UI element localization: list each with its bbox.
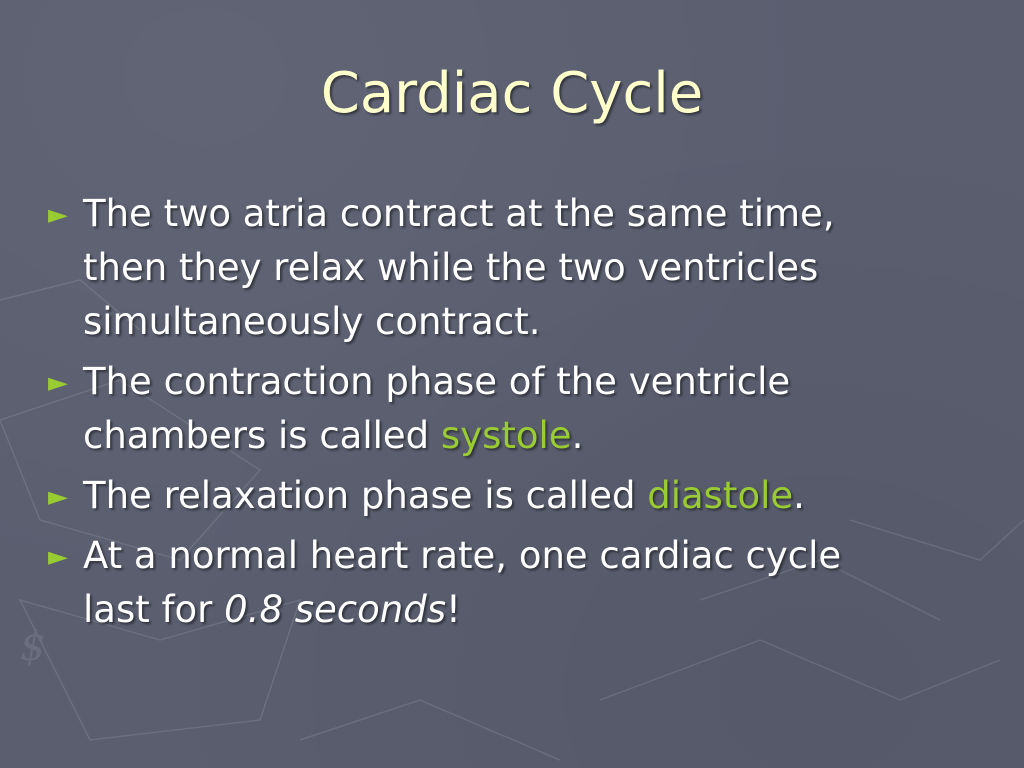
slide-title: Cardiac Cycle bbox=[320, 61, 704, 126]
emphasis-duration: 0.8 seconds bbox=[224, 588, 446, 631]
bullet-text: . bbox=[571, 414, 584, 457]
bullet-item bbox=[46, 469, 946, 523]
bullet-text: At a normal heart rate, one cardiac cycle bbox=[83, 534, 842, 577]
highlight-term-systole: systole bbox=[440, 414, 572, 457]
bullet-text: . bbox=[793, 474, 805, 517]
arrow-bullet-icon: ► bbox=[48, 368, 68, 398]
svg-text:$: $ bbox=[20, 624, 46, 670]
bullet-text: then they relax while the two ventricles bbox=[83, 246, 819, 289]
bullet-text: last for bbox=[83, 588, 225, 631]
bullet-item bbox=[46, 355, 946, 463]
bullet-text: The contraction phase of the ventricle bbox=[83, 360, 791, 403]
bullet-list bbox=[46, 187, 946, 643]
highlight-term-diastole: diastole bbox=[647, 474, 794, 517]
bullet-text: The two atria contract at the same time, bbox=[83, 192, 835, 235]
bullet-item bbox=[46, 187, 946, 349]
arrow-bullet-icon: ► bbox=[48, 200, 68, 230]
bullet-text: chambers is called bbox=[83, 414, 441, 457]
bullet-item bbox=[46, 529, 946, 637]
bullet-text: ! bbox=[445, 588, 461, 631]
arrow-bullet-icon: ► bbox=[48, 542, 68, 572]
arrow-bullet-icon: ► bbox=[48, 482, 68, 512]
bullet-text: The relaxation phase is called bbox=[83, 474, 648, 517]
bullet-text: simultaneously contract. bbox=[83, 300, 541, 343]
